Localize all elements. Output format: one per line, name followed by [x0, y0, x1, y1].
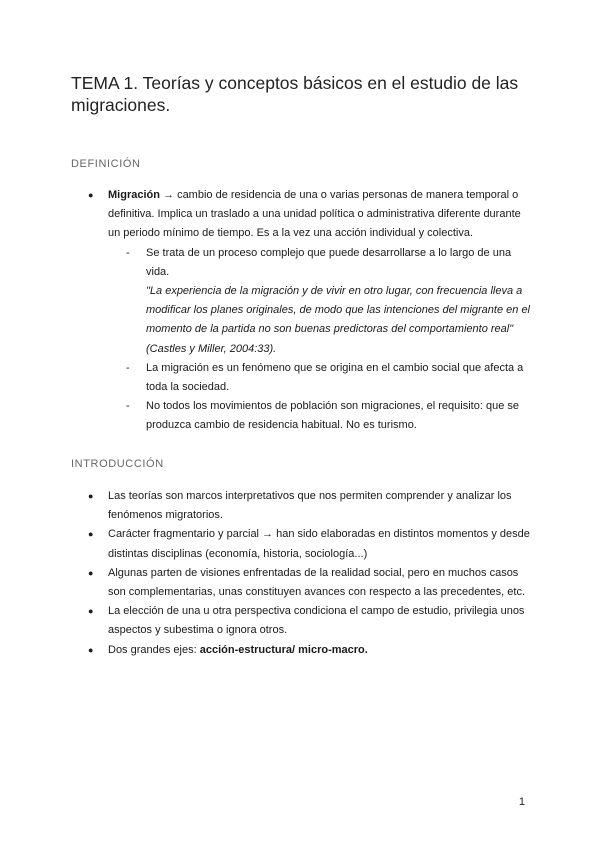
list-item-text: Dos grandes ejes:: [108, 643, 200, 656]
sublist-item-movimientos: [108, 397, 531, 435]
sublist-text: No todos los movimientos de población son migraciones, el requisito: que se produzca cambio de residencia habitual. No es turismo.: [146, 400, 519, 432]
bullet-icon: ●: [88, 491, 94, 501]
list-item-migracion: [71, 186, 531, 436]
list-item-text: Las teorías son marcos interpretativos que nos permiten comprender y analizar los fenómenos migratorios.: [108, 490, 512, 522]
list-item: [71, 564, 531, 602]
definicion-list: [71, 186, 531, 436]
page-number: 1: [518, 796, 525, 808]
list-item-text: Carácter fragmentario y parcial → han sido elaboradas en distintos momentos y desde distintas disciplinas (economía, historia, sociología...): [108, 528, 530, 560]
list-item: [71, 487, 531, 525]
section-heading-introduccion: INTRODUCCIÓN: [71, 458, 164, 470]
term-migracion: Migración: [108, 189, 160, 201]
section-heading-definicion: DEFINICIÓN: [71, 158, 141, 170]
dash-icon: -: [126, 400, 130, 413]
bullet-icon: ●: [88, 190, 94, 200]
definition-text: → cambio de residencia de una o varias personas de manera temporal o definitiva. Implica un traslado a una unidad política o administrativa diferente durante un periodo mínimo de tiempo. Es a la vez una acción individual y colectiva.: [108, 189, 521, 240]
bullet-icon: ●: [88, 606, 94, 617]
sublist-item-proceso: [108, 244, 531, 359]
sublist-text: Se trata de un proceso complejo que puede desarrollarse a lo largo de una vida.: [146, 246, 512, 278]
bullet-icon: ●: [88, 529, 94, 540]
definicion-sublist: [108, 244, 531, 436]
document-title: TEMA 1. Teorías y conceptos básicos en el estudio de las migraciones.: [71, 73, 519, 115]
sublist-text: La migración es un fenómeno que se origina en el cambio social que afecta a toda la sociedad.: [146, 361, 524, 394]
bullet-icon: ●: [88, 567, 94, 578]
dash-icon: -: [126, 361, 130, 374]
bullet-icon: ●: [88, 644, 94, 655]
introduccion-list: [71, 487, 531, 660]
list-item-ejes: [71, 641, 531, 660]
sublist-item-fenomeno: [108, 359, 531, 397]
dash-icon: -: [126, 246, 130, 259]
quote-castles-miller: "La experiencia de la migración y de vivir en otro lugar, con frecuencia lleva a modificar los planes originales, de modo que las intenciones del migrante en el momento de la partida no son buenas predictoras del comportamiento real" (Castles y Miller, 2004:33).: [146, 285, 531, 355]
ejes-bold-text: acción-estructura/ micro-macro.: [199, 643, 368, 656]
list-item-text: Algunas parten de visiones enfrentadas de la realidad social, pero en muchos casos son complementarias, unas constituyen avances con respecto a las precedentes, etc.: [108, 566, 526, 599]
list-item: [71, 525, 531, 563]
list-item-text: La elección de una u otra perspectiva condiciona el campo de estudio, privilegia unos aspectos y subestima o ignora otros.: [108, 605, 525, 637]
list-item: [71, 602, 531, 640]
